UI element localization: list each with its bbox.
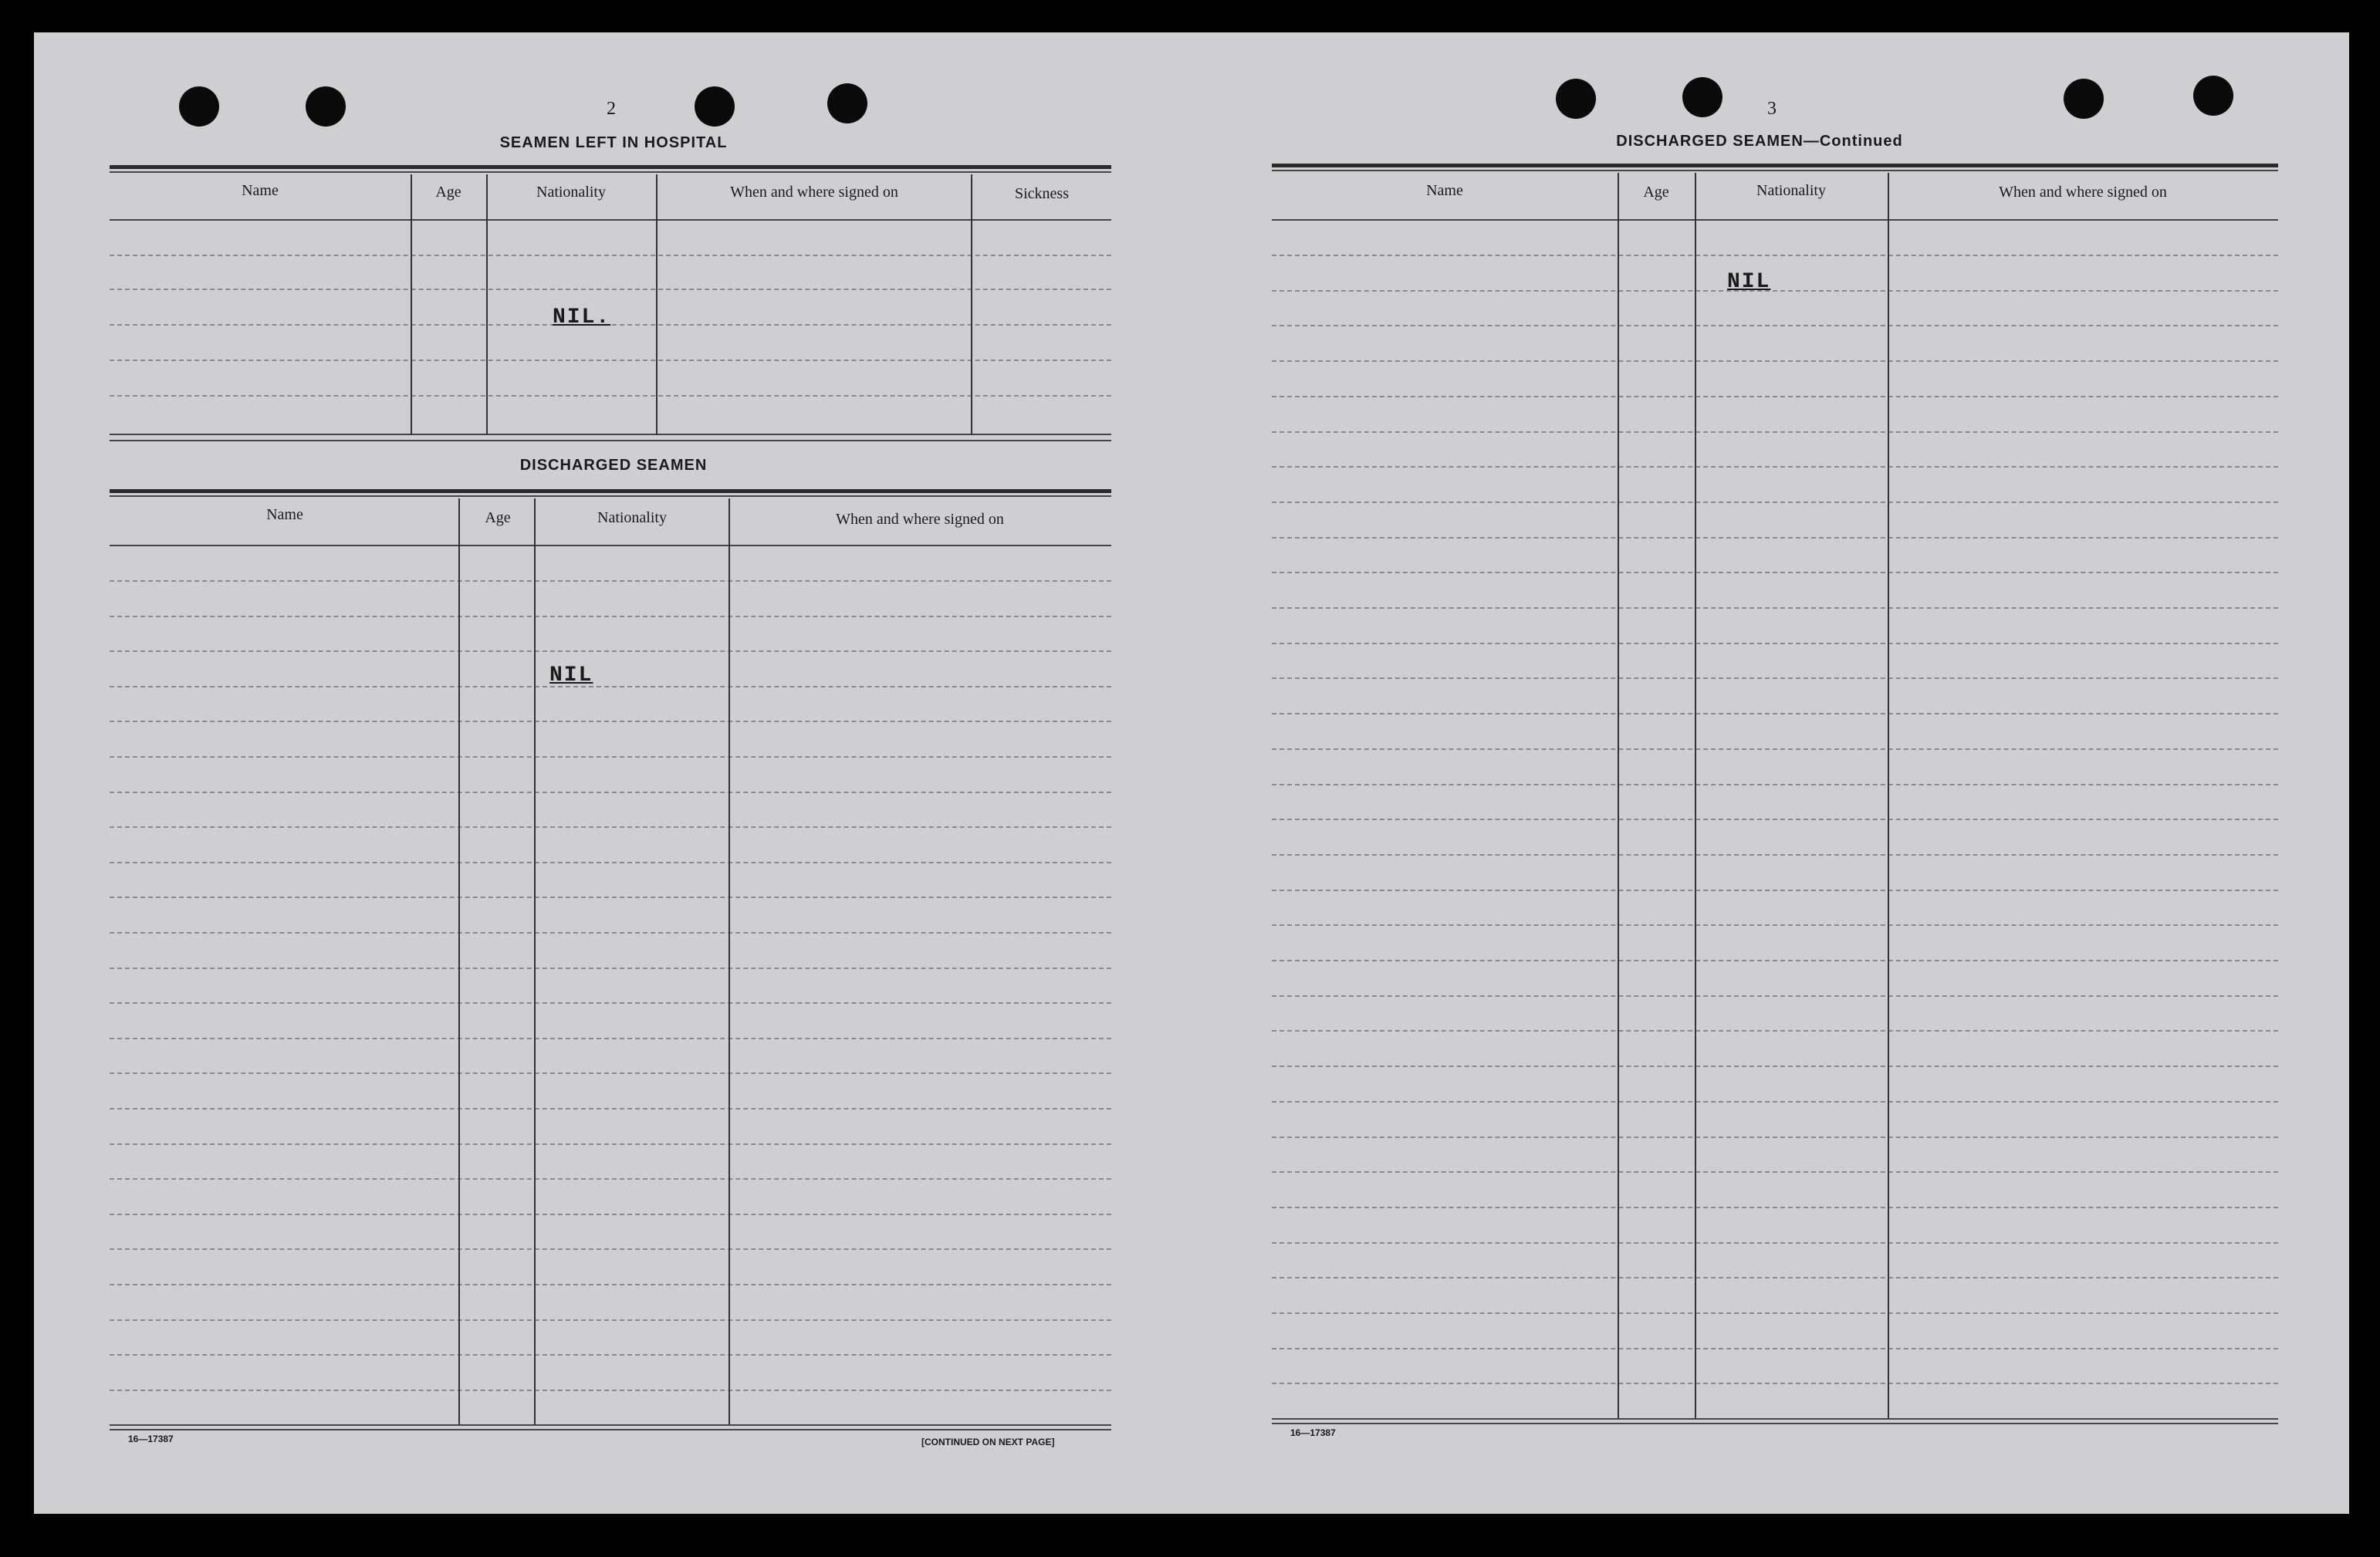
table-bottom-rule (110, 1429, 1111, 1430)
row-line (110, 1038, 1111, 1039)
column-header-nationality: Nationality (1756, 182, 1826, 199)
row-line (110, 721, 1111, 722)
row-line (110, 862, 1111, 863)
row-line (110, 616, 1111, 617)
form-number: 16—17387 (1290, 1427, 1336, 1438)
table-bottom-rule (110, 1424, 1111, 1426)
row-line (110, 255, 1111, 256)
column-header-signed-on: When and where signed on (730, 184, 898, 201)
column-divider (971, 174, 972, 435)
table-top-rule (110, 495, 1111, 497)
nil-entry: NIL (1727, 270, 1771, 294)
row-line (110, 1214, 1111, 1215)
column-divider (534, 498, 536, 1424)
row-line (1272, 995, 2278, 997)
column-divider (486, 174, 488, 435)
column-header-age: Age (435, 184, 461, 201)
row-line (1272, 677, 2278, 679)
row-line (110, 1072, 1111, 1074)
row-line (1272, 819, 2278, 820)
table-top-rule (1272, 170, 2278, 171)
row-line (110, 1354, 1111, 1356)
table-bottom-rule (1272, 1423, 2278, 1424)
table-bottom-rule (1272, 1418, 2278, 1420)
table-top-rule (1272, 164, 2278, 167)
row-line (110, 650, 1111, 652)
row-line (110, 289, 1111, 290)
column-header-nationality: Nationality (597, 509, 667, 526)
row-line (1272, 643, 2278, 644)
row-line (110, 968, 1111, 969)
row-line (1272, 466, 2278, 468)
column-header-nationality: Nationality (536, 184, 606, 201)
column-header-name: Name (266, 506, 303, 523)
row-line (1272, 255, 2278, 256)
row-line (110, 932, 1111, 934)
row-line (1272, 502, 2278, 503)
row-line (1272, 1137, 2278, 1138)
row-line (110, 580, 1111, 582)
header-underline (110, 545, 1111, 546)
row-line (1272, 325, 2278, 326)
header-underline (110, 219, 1111, 221)
row-line (110, 826, 1111, 828)
punch-hole (179, 86, 219, 127)
row-line (110, 1002, 1111, 1004)
row-line (110, 1108, 1111, 1109)
row-line (1272, 854, 2278, 856)
nil-entry: NIL. (553, 306, 611, 329)
table-top-rule (110, 165, 1111, 169)
page-number: 3 (1767, 99, 1777, 119)
row-line (110, 1178, 1111, 1180)
column-divider (729, 498, 730, 1424)
column-divider (1695, 173, 1696, 1418)
section-title-discharged: DISCHARGED SEAMEN (519, 457, 708, 474)
row-line (1272, 924, 2278, 926)
punch-hole (827, 83, 867, 123)
table-bottom-rule (110, 434, 1111, 435)
row-line (1272, 1171, 2278, 1173)
column-divider (1618, 173, 1619, 1418)
column-header-age: Age (1643, 184, 1669, 201)
nil-entry: NIL (549, 664, 593, 687)
row-line (110, 686, 1111, 687)
row-line (1272, 960, 2278, 961)
row-line (1272, 784, 2278, 785)
row-line (1272, 890, 2278, 891)
column-divider (656, 174, 658, 435)
row-line (1272, 1242, 2278, 1244)
row-line (1272, 537, 2278, 539)
section-title-discharged-continued (1466, 133, 2053, 150)
row-line (1272, 1277, 2278, 1278)
title-main: DISCHARGED SEAMEN (1616, 133, 1804, 150)
row-line (110, 1143, 1111, 1145)
row-line (110, 897, 1111, 898)
row-line (110, 360, 1111, 361)
page-number: 2 (607, 99, 616, 119)
row-line (1272, 607, 2278, 609)
punch-hole (1682, 77, 1722, 117)
row-line (1272, 1312, 2278, 1314)
column-header-name: Name (242, 182, 279, 199)
row-line (1272, 572, 2278, 573)
title-suffix: —Continued (1803, 133, 1903, 150)
row-line (110, 1390, 1111, 1391)
row-line (1272, 713, 2278, 714)
row-line (1272, 1101, 2278, 1103)
row-line (1272, 748, 2278, 750)
row-line (110, 395, 1111, 397)
row-line (110, 1248, 1111, 1250)
punch-hole (695, 86, 735, 127)
punch-hole (2064, 79, 2104, 119)
table-top-rule (110, 489, 1111, 493)
punch-hole (306, 86, 346, 127)
row-line (1272, 1348, 2278, 1349)
column-header-age: Age (485, 509, 511, 526)
column-divider (411, 174, 412, 435)
header-underline (1272, 219, 2278, 221)
punch-hole (2193, 76, 2233, 116)
row-line (110, 1319, 1111, 1321)
column-header-signed-on: When and where signed on (836, 511, 1004, 528)
column-header-sickness: Sickness (1015, 185, 1069, 202)
row-line (1272, 1383, 2278, 1384)
row-line (110, 756, 1111, 758)
row-line (1272, 360, 2278, 362)
column-header-signed-on: When and where signed on (1999, 184, 2167, 201)
row-line (1272, 1066, 2278, 1067)
row-line (110, 1284, 1111, 1285)
form-number: 16—17387 (128, 1434, 174, 1444)
continued-note: [CONTINUED ON NEXT PAGE] (921, 1437, 1055, 1447)
column-header-name: Name (1426, 182, 1463, 199)
row-line (1272, 1030, 2278, 1032)
punch-hole (1556, 79, 1596, 119)
column-divider (458, 498, 460, 1424)
section-title-hospital: SEAMEN LEFT IN HOSPITAL (499, 134, 728, 151)
row-line (1272, 396, 2278, 397)
row-line (1272, 290, 2278, 292)
row-line (1272, 1207, 2278, 1208)
column-divider (1888, 173, 1889, 1418)
table-top-rule (110, 171, 1111, 173)
table-bottom-rule (110, 440, 1111, 441)
row-line (1272, 431, 2278, 433)
row-line (110, 792, 1111, 793)
